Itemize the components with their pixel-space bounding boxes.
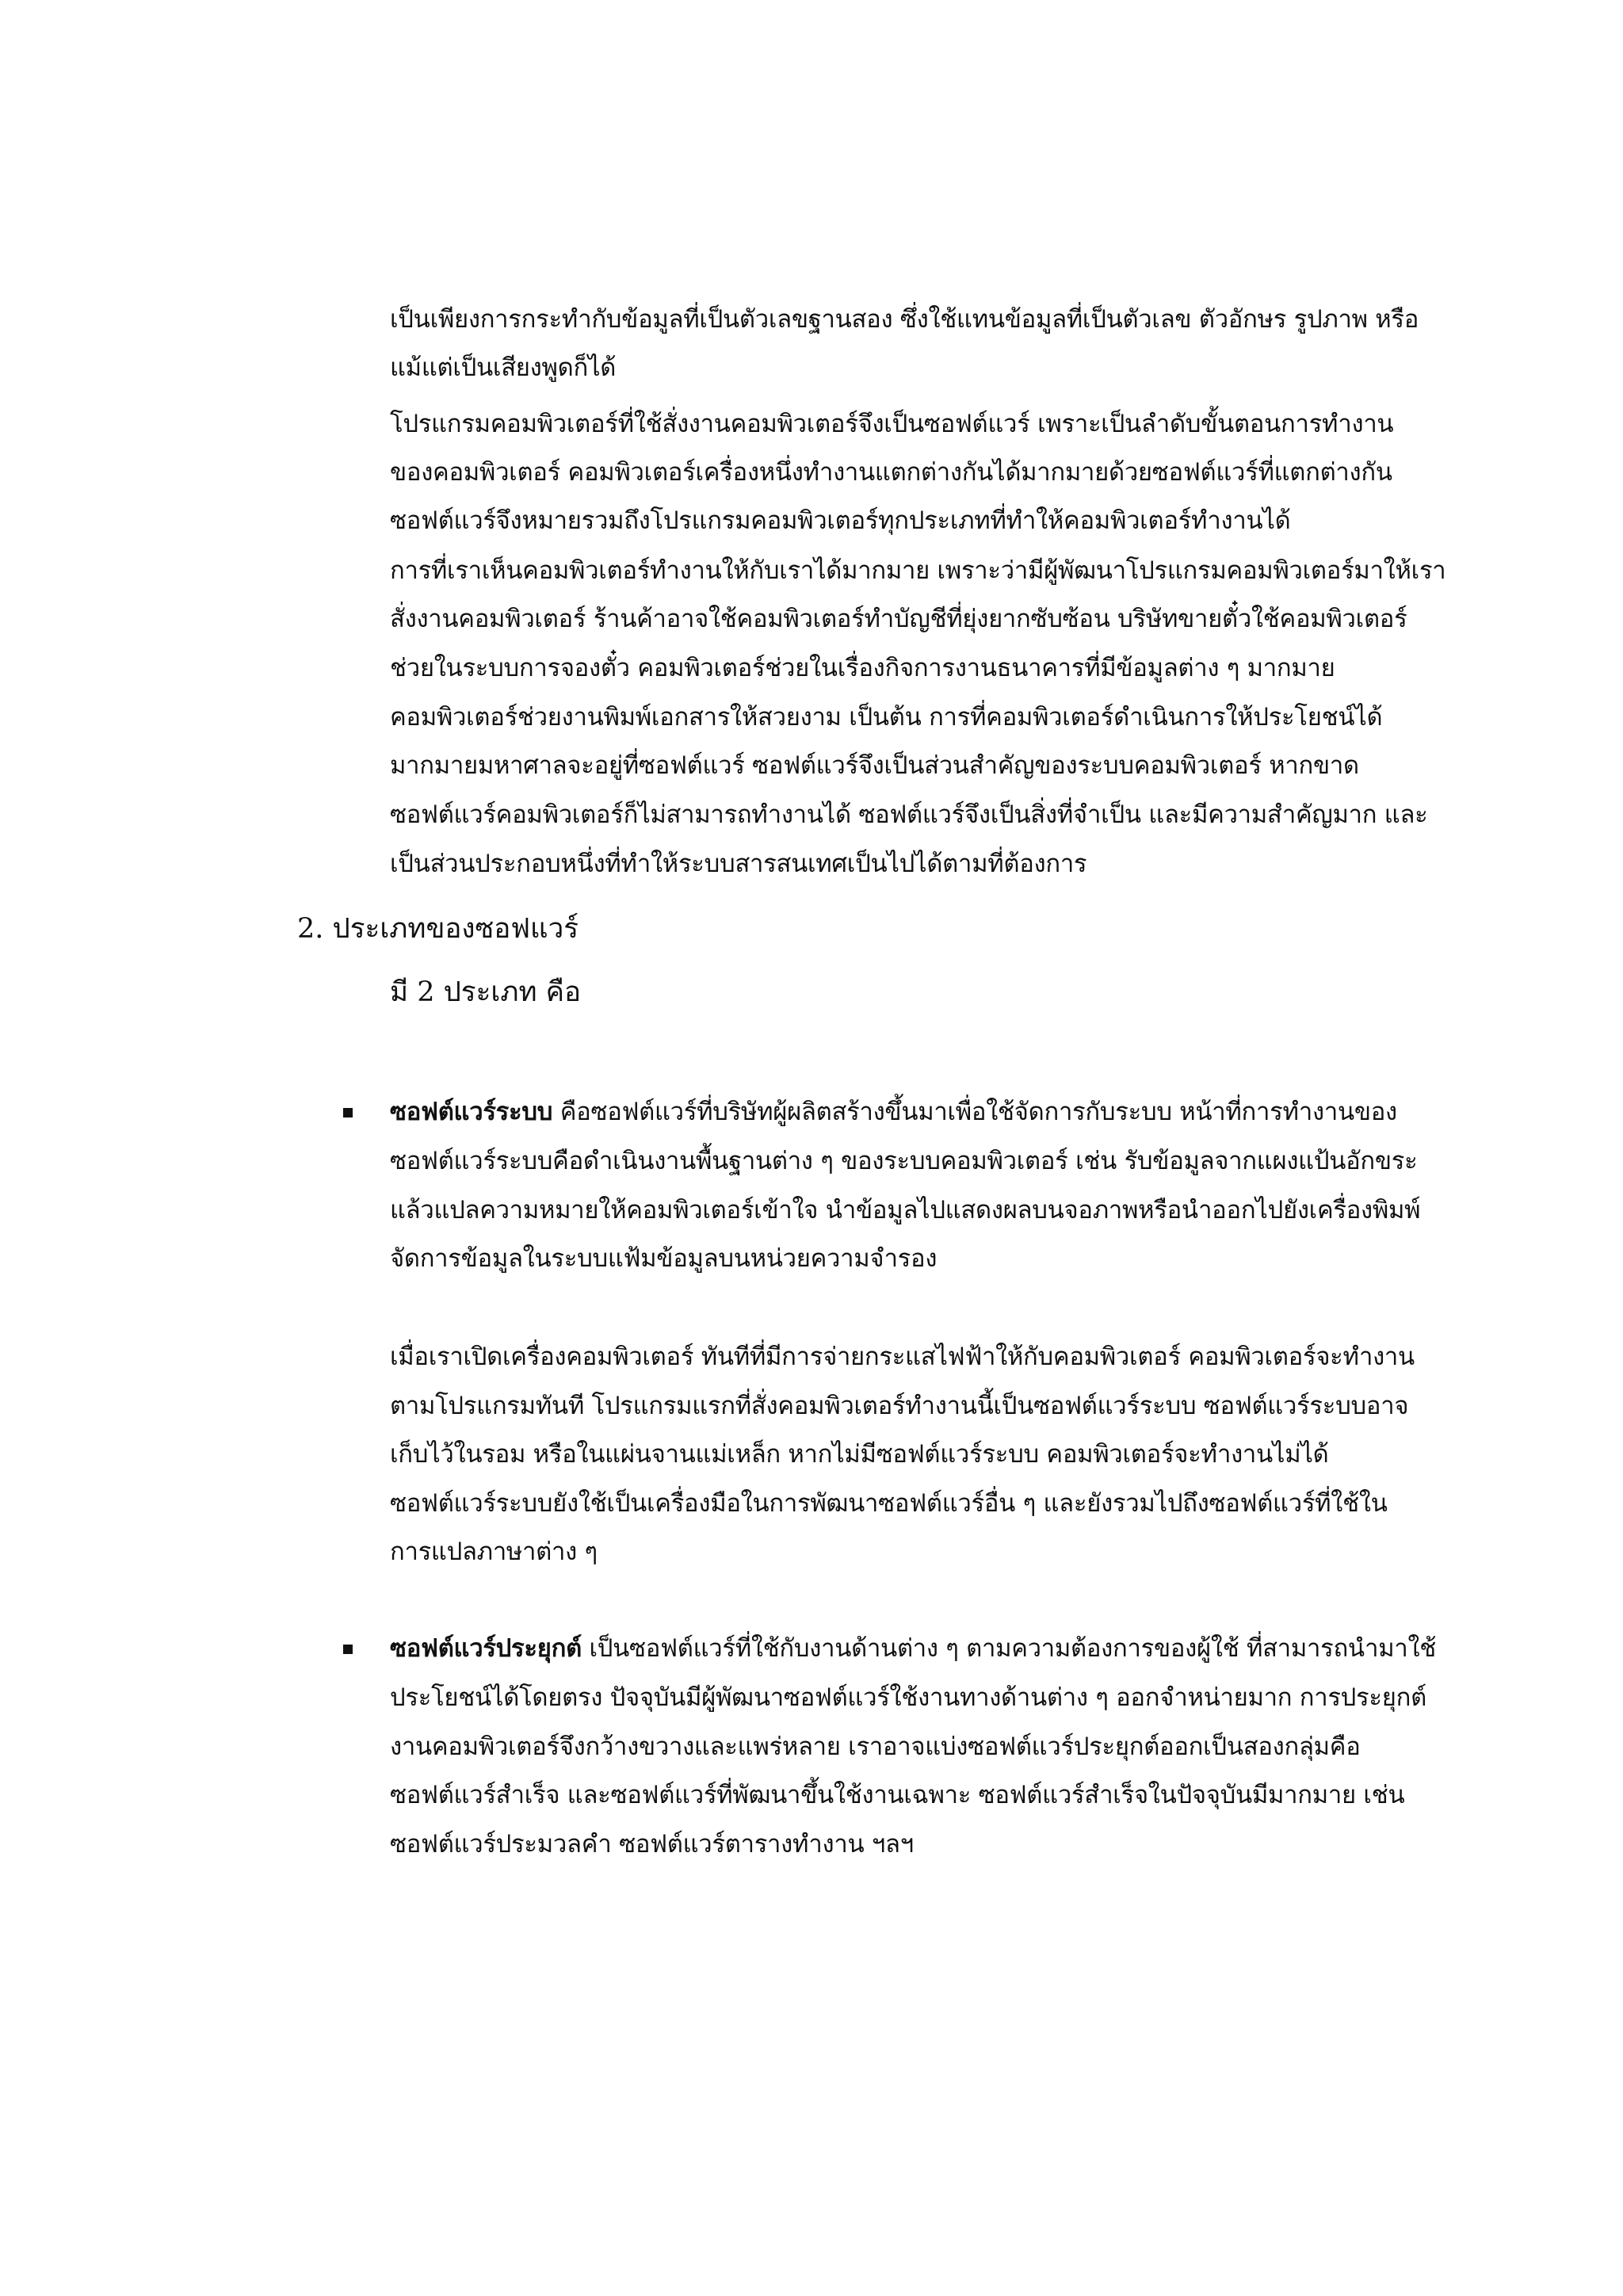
system-software-line: ซอฟต์แวร์ระบบคือดำเนินงานพื้นฐานต่าง ๆ ของระบบคอมพิวเตอร์ เช่น รับข้อมูลจากแผงแป้นอักขระ [390, 1147, 1418, 1175]
application-software-line: ประโยชน์ได้โดยตรง ปัจจุบันมีผู้พัฒนาซอฟต์แวร์ใช้งานทางด้านต่าง ๆ ออกจำหน่ายมาก การประยุกต์ [390, 1683, 1426, 1712]
system-software-line: แล้วแปลความหมายให้คอมพิวเตอร์เข้าใจ นำข้อมูลไปแสดงผลบนจอภาพหรือนำออกไปยังเครื่องพิมพ์ [390, 1196, 1421, 1224]
intro-line: ซอฟต์แวร์จึงหมายรวมถึงโปรแกรมคอมพิวเตอร์ทุกประเภทที่ทำให้คอมพิวเตอร์ทำงานได้ [390, 506, 1291, 535]
intro-line: คอมพิวเตอร์ช่วยงานพิมพ์เอกสารให้สวยงาม เป็นต้น การที่คอมพิวเตอร์ดำเนินการให้ประโยชน์ได้ [390, 703, 1383, 732]
intro-line: ซอฟต์แวร์คอมพิวเตอร์ก็ไม่สามารถทำงานได้ ซอฟต์แวร์จึงเป็นสิ่งที่จำเป็น และมีความสำคัญมาก และ [390, 800, 1428, 829]
system-software-paragraph-line: การแปลภาษาต่าง ๆ [390, 1538, 598, 1566]
application-software-line: ซอฟต์แวร์ประมวลคำ ซอฟต์แวร์ตารางทำงาน ฯลฯ [390, 1830, 914, 1859]
system-software-paragraph-line: ซอฟต์แวร์ระบบยังใช้เป็นเครื่องมือในการพัฒนาซอฟต์แวร์อื่น ๆ และยังรวมไปถึงซอฟต์แวร์ที่ใช้ใน [390, 1489, 1388, 1518]
system-software-first-line [390, 1096, 1397, 1128]
intro-line: มากมายมหาศาลจะอยู่ที่ซอฟต์แวร์ ซอฟต์แวร์จึงเป็นส่วนสำคัญของระบบคอมพิวเตอร์ หากขาด [390, 751, 1359, 780]
application-software-line: งานคอมพิวเตอร์จึงกว้างขวางและแพร่หลาย เราอาจแบ่งซอฟต์แวร์ประยุกต์ออกเป็นสองกลุ่มคือ [390, 1733, 1361, 1761]
intro-line: ของคอมพิวเตอร์ คอมพิวเตอร์เครื่องหนึ่งทำงานแตกต่างกันได้มากมายด้วยซอฟต์แวร์ที่แตกต่างกัน [390, 458, 1392, 487]
system-software-first-line-text: คือซอฟต์แวร์ที่บริษัทผู้ผลิตสร้างขึ้นมาเพื่อใช้จัดการกับระบบ หน้าที่การทำงานของ [552, 1098, 1397, 1126]
system-software-line: จัดการข้อมูลในระบบแฟ้มข้อมูลบนหน่วยความจำรอง [390, 1244, 938, 1273]
system-software-paragraph-line: เก็บไว้ในรอม หรือในแผ่นจานแม่เหล็ก หากไม่มีซอฟต์แวร์ระบบ คอมพิวเตอร์จะทำงานไม่ได้ [390, 1440, 1329, 1469]
application-software-first-line-text: เป็นซอฟต์แวร์ที่ใช้กับงานด้านต่าง ๆ ตามความต้องการของผู้ใช้ ที่สามารถนำมาใช้ [581, 1634, 1437, 1663]
bullet-icon [343, 1108, 353, 1117]
system-software-term: ซอฟต์แวร์ระบบ [390, 1098, 553, 1126]
intro-line: เป็นเพียงการกระทำกับข้อมูลที่เป็นตัวเลขฐานสอง ซึ่งใช้แทนข้อมูลที่เป็นตัวเลข ตัวอักษร รูปภาพ หรือ [390, 305, 1419, 334]
intro-line: การที่เราเห็นคอมพิวเตอร์ทำงานให้กับเราได้มากมาย เพราะว่ามีผู้พัฒนาโปรแกรมคอมพิวเตอร์มาให้เรา [390, 556, 1446, 585]
application-software-line: ซอฟต์แวร์สำเร็จ และซอฟต์แวร์ที่พัฒนาขึ้นใช้งานเฉพาะ ซอฟต์แวร์สำเร็จในปัจจุบันมีมากมาย เช่น [390, 1781, 1405, 1809]
system-software-paragraph-line: เมื่อเราเปิดเครื่องคอมพิวเตอร์ ทันทีที่มีการจ่ายกระแสไฟฟ้าให้กับคอมพิวเตอร์ คอมพิวเตอร์จะทำงาน [390, 1343, 1415, 1371]
intro-line: ช่วยในระบบการจองตั๋ว คอมพิวเตอร์ช่วยในเรื่องกิจการงานธนาคารที่มีข้อมูลต่าง ๆ มากมาย [390, 654, 1335, 682]
bullet-icon [343, 1645, 353, 1654]
application-software-first-line [390, 1633, 1436, 1664]
application-software-term: ซอฟต์แวร์ประยุกต์ [390, 1634, 582, 1663]
types-intro: มี 2 ประเภท คือ [390, 976, 582, 1008]
intro-line: แม้แต่เป็นเสียงพูดก็ได้ [390, 353, 617, 382]
section-heading: 2. ประเภทของซอฟแวร์ [297, 913, 579, 945]
intro-line: เป็นส่วนประกอบหนึ่งที่ทำให้ระบบสารสนเทศเป็นไปได้ตามที่ต้องการ [390, 850, 1087, 878]
system-software-paragraph-line: ตามโปรแกรมทันที โปรแกรมแรกที่สั่งคอมพิวเตอร์ทำงานนี้เป็นซอฟต์แวร์ระบบ ซอฟต์แวร์ระบบอาจ [390, 1392, 1409, 1420]
intro-line: สั่งงานคอมพิวเตอร์ ร้านค้าอาจใช้คอมพิวเตอร์ทำบัญชีที่ยุ่งยากซับซ้อน บริษัทขายตั๋วใช้คอมพิวเตอร์ [390, 605, 1407, 633]
intro-line: โปรแกรมคอมพิวเตอร์ที่ใช้สั่งงานคอมพิวเตอร์จึงเป็นซอฟต์แวร์ เพราะเป็นลำดับขั้นตอนการทำงาน [390, 410, 1394, 438]
